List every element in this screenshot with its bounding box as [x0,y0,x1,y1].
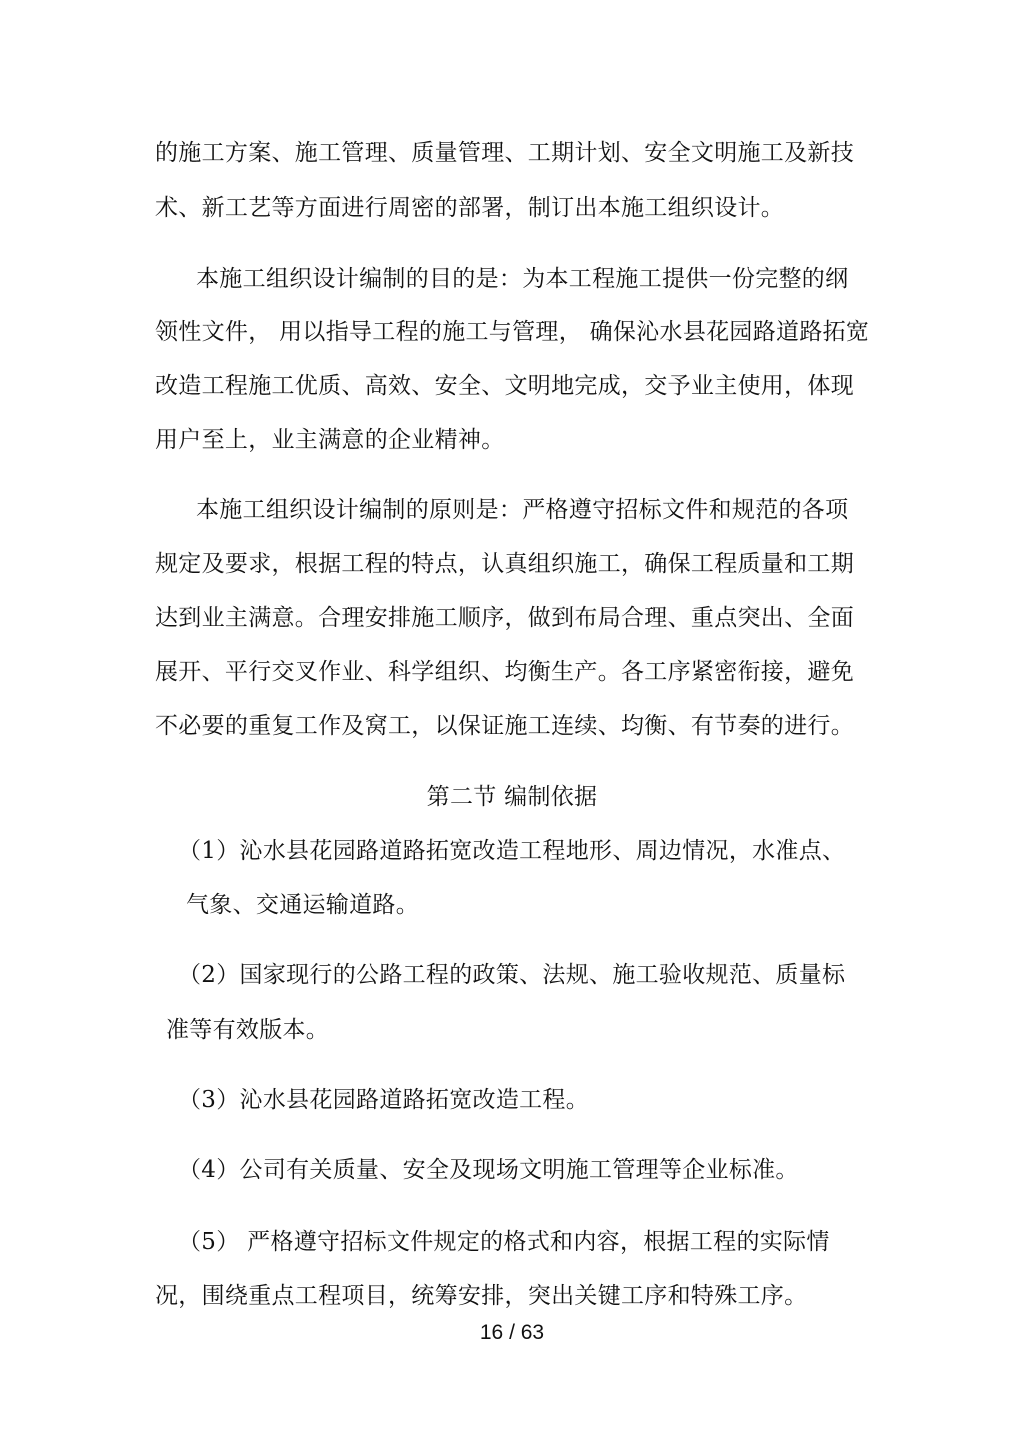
paragraph-3-line-3: 达到业主满意。合理安排施工顺序，做到布局合理、重点突出、全面 [155,605,854,631]
section-heading: 第二节 编制依据 [426,784,598,810]
paragraph-3-line-5: 不必要的重复工作及窝工，以保证施工连续、均衡、有节奏的进行。 [155,713,854,739]
basis-item-2-line-2: 准等有效版本。 [166,1017,330,1043]
paragraph-2-line-1: 本施工组织设计编制的目的是：为本工程施工提供一份完整的纲 [196,266,849,292]
paragraph-3-line-1: 本施工组织设计编制的原则是：严格遵守招标文件和规范的各项 [196,497,849,523]
paragraph-1-line-2: 术、新工艺等方面进行周密的部署，制订出本施工组织设计。 [155,195,785,221]
paragraph-1-line-1: 的施工方案、施工管理、质量管理、工期计划、安全文明施工及新技 [155,140,854,166]
basis-item-1-line-2: 气象、交通运输道路。 [186,892,419,918]
basis-item-3: （3）沁水县花园路道路拓宽改造工程。 [178,1087,590,1113]
paragraph-2-line-3: 改造工程施工优质、高效、安全、文明地完成，交予业主使用，体现 [155,373,854,399]
basis-item-1-line-1: （1）沁水县花园路道路拓宽改造工程地形、周边情况，水准点、 [178,838,846,864]
paragraph-2-line-4: 用户至上，业主满意的企业精神。 [155,427,505,453]
basis-item-5-line-2: 况，围绕重点工程项目，统筹安排，突出关键工序和特殊工序。 [155,1283,808,1309]
page-number: 16 / 63 [479,1321,545,1344]
paragraph-2-line-2: 领性文件， 用以指导工程的施工与管理， 确保沁水县花园路道路拓宽 [155,319,870,345]
paragraph-3-line-2: 规定及要求，根据工程的特点，认真组织施工，确保工程质量和工期 [155,551,854,577]
basis-item-4: （4）公司有关质量、安全及现场文明施工管理等企业标准。 [178,1157,799,1183]
paragraph-3-line-4: 展开、平行交叉作业、科学组织、均衡生产。各工序紧密衔接，避免 [155,659,854,685]
basis-item-2-line-1: （2）国家现行的公路工程的政策、法规、施工验收规范、质量标 [178,962,846,988]
basis-item-5-line-1: （5） 严格遵守招标文件规定的格式和内容，根据工程的实际情 [178,1229,830,1255]
